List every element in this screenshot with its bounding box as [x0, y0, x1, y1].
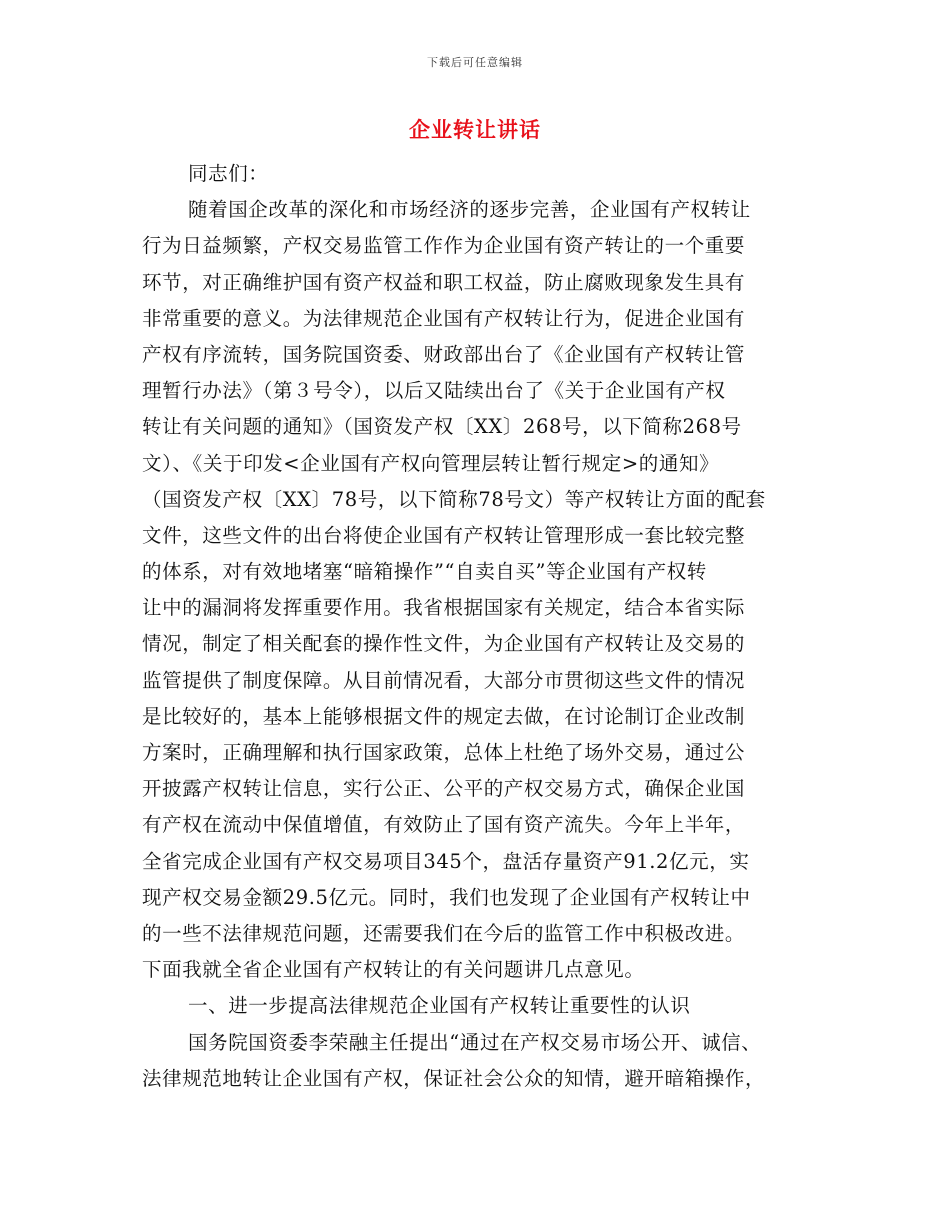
- body-line: 监管提供了制度保障。从目前情况看，大部分市贯彻这些文件的情况: [142, 668, 746, 692]
- document-body: [142, 156, 810, 1097]
- body-line: 文）、《关于印发<企业国有产权向管理层转让暂行规定>的通知》: [142, 451, 720, 475]
- body-line: 让中的漏洞将发挥重要作用。我省根据国家有关规定，结合本省实际: [142, 596, 746, 620]
- body-line: 现产权交易金额29.5亿元。同时，我们也发现了企业国有产权转让中: [142, 885, 751, 909]
- body-line: 随着国企改革的深化和市场经济的逐步完善，企业国有产权转让: [188, 198, 751, 222]
- header-note: 下载后可任意编辑: [427, 56, 523, 69]
- body-line: 行为日益频繁，产权交易监管工作作为企业国有资产转让的一个重要: [142, 234, 746, 258]
- body-line: 产权有序流转，国务院国资委、财政部出台了《企业国有产权转让管: [142, 342, 746, 366]
- body-line: 方案时，正确理解和执行国家政策，总体上杜绝了场外交易，通过公: [142, 741, 746, 764]
- body-line: 国务院国资委李荣融主任提出“通过在产权交易市场公开、诚信、: [188, 1030, 762, 1054]
- body-line: 同志们：: [188, 162, 269, 185]
- body-line: 下面我就全省企业国有产权转让的有关问题讲几点意见。: [142, 958, 645, 982]
- body-line: 非常重要的意义。为法律规范企业国有产权转让行为，促进企业国有: [142, 306, 746, 330]
- body-line: （国资发产权〔XX〕78号，以下简称78号文）等产权转让方面的配套: [142, 487, 766, 511]
- body-line: 理暂行办法》（第３号令），以后又陆续出台了《关于企业国有产权: [142, 379, 726, 403]
- body-line: 环节，对正确维护国有资产权益和职工权益，防止腐败现象发生具有: [142, 270, 746, 294]
- body-line: 有产权在流动中保值增值，有效防止了国有资产流失。今年上半年，: [142, 813, 746, 837]
- body-line: 文件，这些文件的出台将使企业国有产权转让管理形成一套比较完整: [142, 523, 746, 547]
- body-line: 情况，制定了相关配套的操作性文件，为企业国有产权转让及交易的: [142, 632, 746, 656]
- body-line: 是比较好的，基本上能够根据文件的规定去做，在讨论制订企业改制: [142, 704, 746, 728]
- body-line: 一、进一步提高法律规范企业国有产权转让重要性的认识: [188, 994, 691, 1018]
- document-title: 企业转让讲话: [409, 117, 541, 142]
- body-line: 全省完成企业国有产权交易项目345个，盘活存量资产91.2亿元，实: [142, 849, 750, 873]
- body-line: 法律规范地转让企业国有产权，保证社会公众的知情，避开暗箱操作，: [142, 1066, 766, 1090]
- body-line: 转让有关问题的通知》（国资发产权〔XX〕268号，以下简称268号: [142, 415, 742, 439]
- body-line: 的一些不法律规范问题，还需要我们在今后的监管工作中积极改进。: [142, 921, 746, 945]
- body-line: 开披露产权转让信息，实行公正、公平的产权交易方式，确保企业国: [142, 777, 746, 801]
- body-line: 的体系，对有效地堵塞“暗箱操作”“自卖自买”等企业国有产权转: [142, 560, 707, 584]
